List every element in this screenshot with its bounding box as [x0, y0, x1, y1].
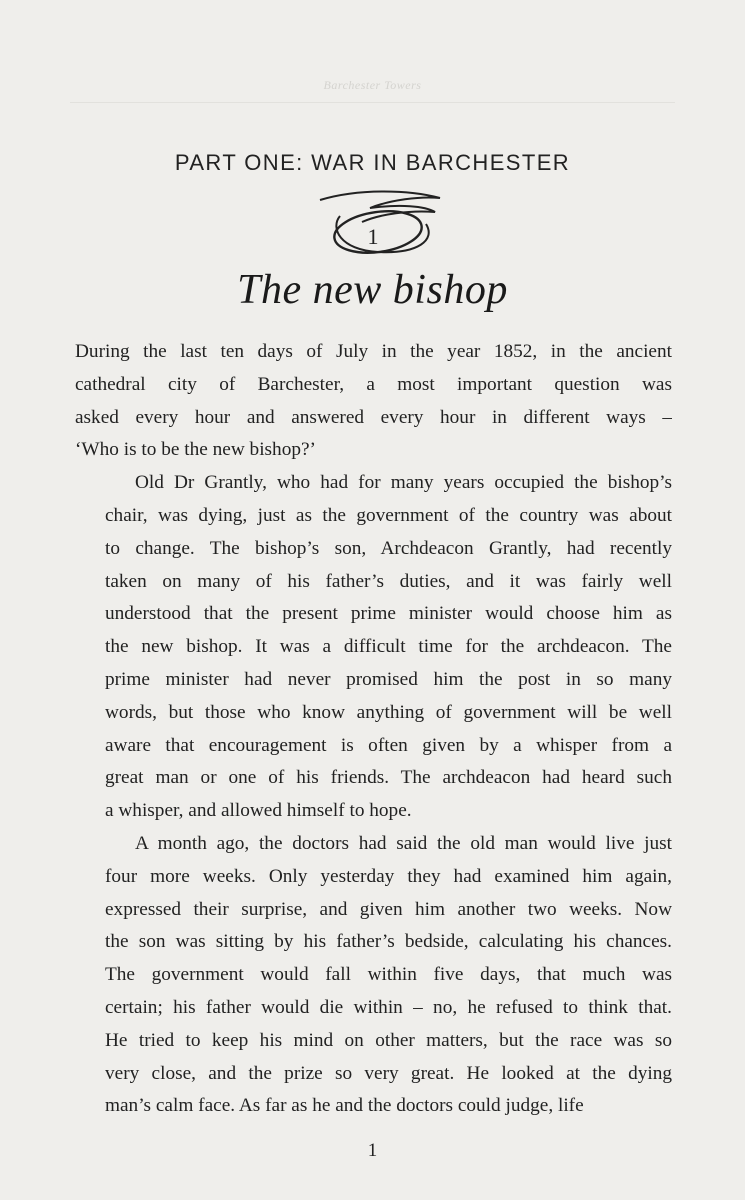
text-line: four more weeks. Only yesterday they had examined him again,: [105, 865, 672, 887]
text-line: very close, and the prize so very great. He looked at the dying: [105, 1062, 672, 1084]
chapter-title: The new bishop: [237, 267, 508, 313]
text-line: great man or one of his friends. The archdeacon had heard such: [105, 767, 672, 789]
text-line: chair, was dying, just as the government of the country was about: [105, 504, 672, 526]
text-line: expressed their surprise, and given him another two weeks. Now: [105, 898, 672, 920]
text-line: a whisper, and allowed himself to hope.: [105, 800, 412, 822]
paragraph: [75, 467, 672, 828]
text-line: During the last ten days of July in the year 1852, in the ancient: [75, 341, 672, 362]
text-line: aware that encouragement is often given by a whisper from a: [105, 734, 672, 756]
text-line: asked every hour and answered every hour in different ways –: [75, 406, 672, 428]
text-line: understood that the present prime minister would choose him as: [105, 603, 672, 625]
paragraph: [75, 336, 672, 467]
body-text: [75, 336, 672, 1123]
text-line: The government would fall within five days, that much was: [105, 964, 672, 986]
text-line: certain; his father would die within – no, he refused to think that.: [105, 996, 672, 1018]
text-line: prime minister had never promised him the post in so many: [105, 668, 672, 690]
text-line: the new bishop. It was a difficult time for the archdeacon. The: [105, 636, 672, 658]
page-number: 1: [367, 1140, 378, 1161]
part-title: PART ONE: WAR IN BARCHESTER: [174, 150, 571, 175]
text-line: the son was sitting by his father’s bedside, calculating his chances.: [105, 931, 672, 953]
text-line: cathedral city of Barchester, a most important question was: [75, 373, 672, 395]
text-line: words, but those who know anything of government will be well: [105, 701, 672, 723]
text-line: Old Dr Grantly, who had for many years occupied the bishop’s: [135, 472, 672, 494]
text-line: to change. The bishop’s son, Archdeacon Grantly, had recently: [105, 537, 672, 559]
text-line: ‘Who is to be the new bishop?’: [75, 439, 316, 461]
text-line: taken on many of his father’s duties, and it was fairly well: [105, 570, 672, 592]
text-line: He tried to keep his mind on other matters, but the race was so: [105, 1029, 672, 1051]
text-line: A month ago, the doctors had said the old man would live just: [135, 832, 672, 854]
paragraph: [75, 828, 672, 1123]
text-line: man’s calm face. As far as he and the doctors could judge, life: [105, 1095, 584, 1117]
header-rule: [70, 102, 675, 103]
chapter-number: 1: [367, 224, 379, 249]
running-head: Barchester Towers: [323, 78, 422, 92]
